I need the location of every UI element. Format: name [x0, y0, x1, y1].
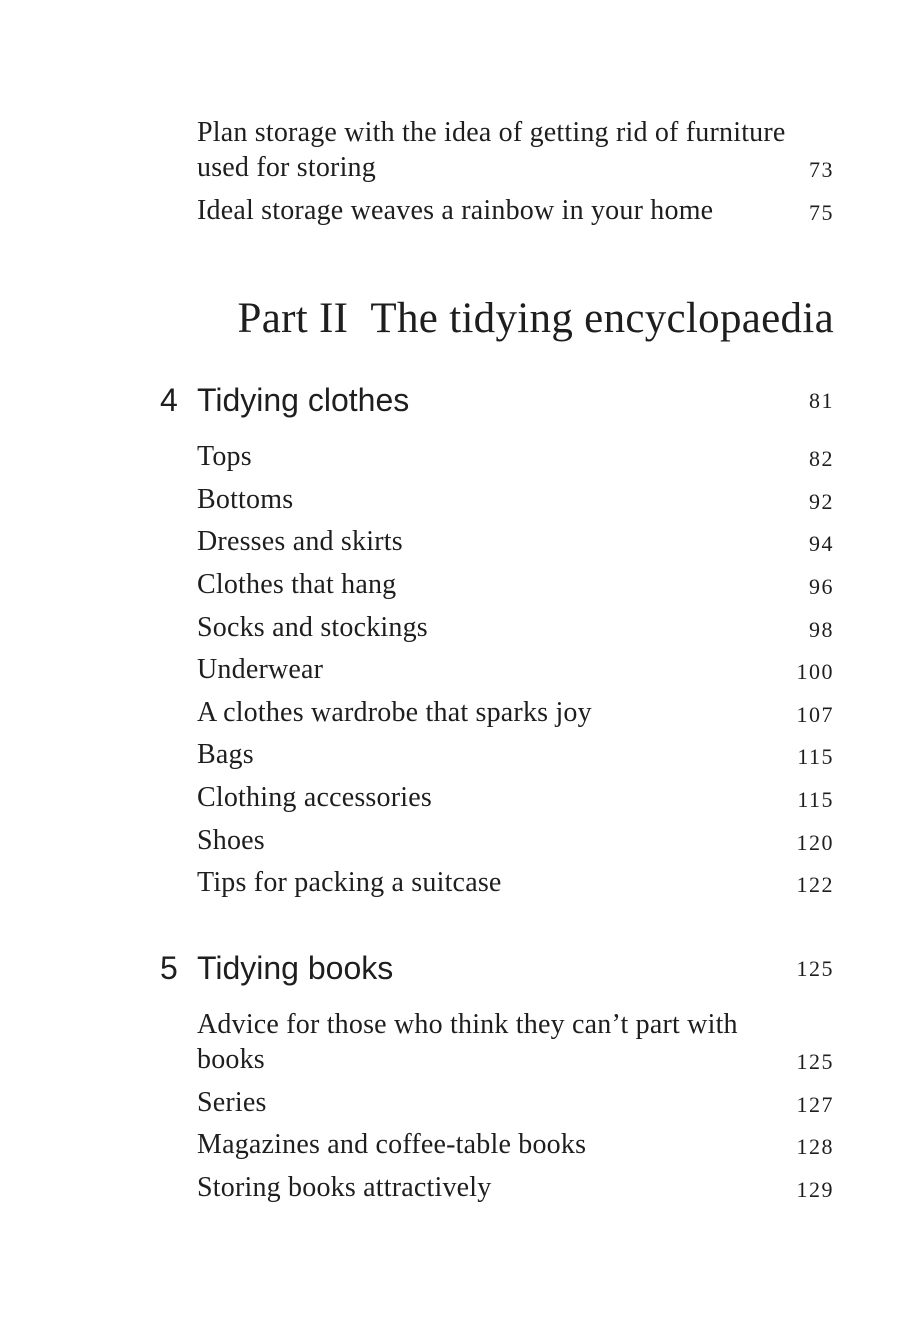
toc-entry-text: Bottoms [197, 484, 294, 515]
toc-entry-page: 129 [796, 1177, 834, 1202]
toc-entry-text: Magazines and coffee-table books [197, 1129, 587, 1160]
toc-entry-text: A clothes wardrobe that sparks joy [197, 697, 592, 728]
toc-entry-text: Storing books attractively [197, 1172, 492, 1203]
toc-entry-text: Clothes that hang [197, 569, 397, 600]
toc-entry-text-line2: used for storing [197, 152, 376, 183]
toc-entry-page: 115 [797, 744, 834, 769]
toc-entry-text: Dresses and skirts [197, 526, 403, 557]
chapter-title: Tidying clothes [197, 382, 410, 418]
toc-entry-page: 120 [796, 830, 834, 855]
toc-entry-page: 115 [797, 787, 834, 812]
chapter-number: 4 [160, 382, 178, 418]
toc-entry-page: 122 [796, 872, 834, 897]
toc-entry-page: 82 [809, 446, 834, 471]
toc-entry-page: 96 [809, 574, 834, 599]
toc-entry-page: 127 [796, 1092, 834, 1117]
toc-entry-text-line1: Plan storage with the idea of getting rid of furniture [197, 117, 786, 148]
part-title: The tidying encyclopaedia [370, 295, 834, 342]
toc-entry-text-line2: books [197, 1044, 265, 1075]
toc-entry-text: Tips for packing a suitcase [197, 867, 502, 898]
toc-entry-text: Socks and stockings [197, 612, 428, 643]
toc-entry-page: 73 [809, 157, 834, 182]
part-heading [238, 294, 834, 344]
toc-entry-text-line1: Advice for those who think they can’t part with [197, 1009, 738, 1040]
toc-entry-text: Ideal storage weaves a rainbow in your home [197, 195, 714, 226]
toc-entry-text: Underwear [197, 654, 324, 685]
toc-entry-text: Shoes [197, 825, 265, 856]
toc-entry-page: 92 [809, 489, 834, 514]
toc-entry-page: 128 [796, 1134, 834, 1159]
toc-entry-text: Clothing accessories [197, 782, 432, 813]
toc-entry-page: 125 [796, 1049, 834, 1074]
chapter-title: Tidying books [197, 950, 394, 986]
part-label: Part II [237, 295, 349, 342]
toc-entry-page: 94 [809, 531, 834, 556]
toc-entry-page: 107 [796, 702, 834, 727]
toc-entry-text: Tops [197, 441, 252, 472]
chapter-page: 81 [809, 388, 834, 413]
toc-entry-text: Series [197, 1087, 267, 1118]
toc-entry-page: 75 [809, 200, 834, 225]
toc-entry-text: Bags [197, 739, 254, 770]
chapter-number: 5 [160, 950, 178, 986]
toc-entry-page: 100 [796, 659, 834, 684]
toc-entry-page: 98 [809, 617, 834, 642]
chapter-page: 125 [796, 956, 834, 981]
